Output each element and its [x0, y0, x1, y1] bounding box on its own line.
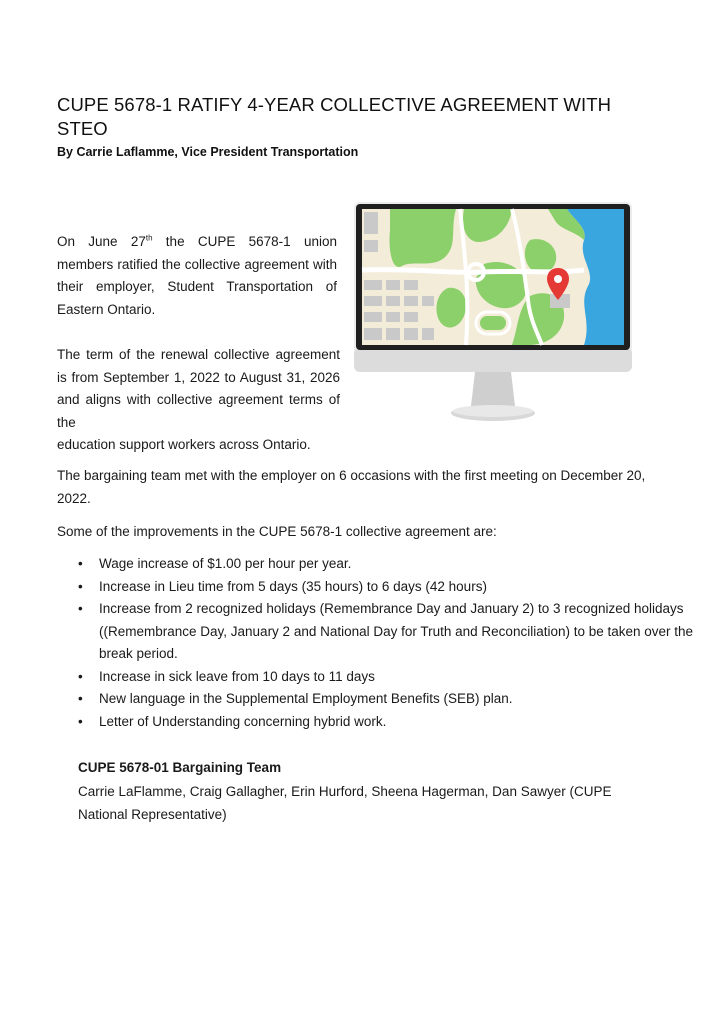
monitor-map-icon: [352, 200, 634, 426]
paragraph-improvements-intro: Some of the improvements in the CUPE 5678-1 collective agreement are:: [57, 524, 497, 539]
improvement-text: Increase in Lieu time from 5 days (35 hours) to 6 days (42 hours): [99, 578, 487, 594]
improvement-item: [78, 711, 699, 734]
bargaining-team-members: Carrie LaFlamme, Craig Gallagher, Erin Hurford, Sheena Hagerman, Dan Sawyer (CUPE National Representative): [78, 784, 612, 822]
improvement-item: [78, 553, 699, 576]
improvement-item: [78, 598, 699, 666]
improvement-item: [78, 688, 699, 711]
term-text-last-line: education support workers across Ontario.: [57, 437, 311, 452]
bullet-icon: •: [78, 578, 83, 594]
improvements-list: [57, 553, 699, 733]
byline: By Carrie Laflamme, Vice President Transportation: [57, 145, 359, 159]
bullet-icon: •: [78, 713, 83, 729]
bullet-icon: •: [78, 556, 83, 571]
paragraph-term: [57, 344, 340, 457]
bargaining-team-heading: CUPE 5678-01 Bargaining Team: [78, 760, 282, 775]
ordinal-suffix: th: [145, 233, 153, 243]
term-text: The term of the renewal collective agreement is from September 1, 2022 to August 31, 2026 and aligns with collective agreement terms of the: [57, 347, 340, 430]
bullet-icon: •: [78, 601, 83, 616]
improvement-text: Wage increase of $1.00 per hour per year.: [99, 556, 352, 571]
ratification-date-text: On June 27: [57, 234, 146, 249]
monitor-chin: [354, 348, 632, 372]
improvement-item: [78, 666, 699, 689]
monitor-neck: [471, 372, 515, 406]
improvement-item: [78, 576, 699, 599]
article-title: CUPE 5678-1 RATIFY 4-YEAR COLLECTIVE AGREEMENT WITH STEO: [57, 94, 612, 139]
improvement-text: Increase from 2 recognized holidays (Remembrance Day and January 2) to 3 recognized holidays ((Remembrance Day, January 2 and National Day for Truth and Reconciliation) to be taken over the break period.: [99, 601, 694, 661]
bullet-icon: •: [78, 691, 83, 706]
bullet-icon: •: [78, 668, 83, 684]
paragraph-bargaining-meetings: The bargaining team met with the employer on 6 occasions with the first meeting on December 20, 2022.: [57, 468, 646, 506]
improvement-text: Increase in sick leave from 10 days to 11 days: [99, 668, 375, 684]
ratification-text: the CUPE 5678-1 union members ratified the collective agreement with their employer, Student Transportation of Eastern Ontario.: [57, 234, 337, 317]
improvement-text: Letter of Understanding concerning hybrid work.: [99, 713, 387, 729]
paragraph-ratification: [57, 231, 337, 321]
map-screen: [362, 209, 624, 345]
improvement-text: New language in the Supplemental Employment Benefits (SEB) plan.: [99, 691, 513, 706]
